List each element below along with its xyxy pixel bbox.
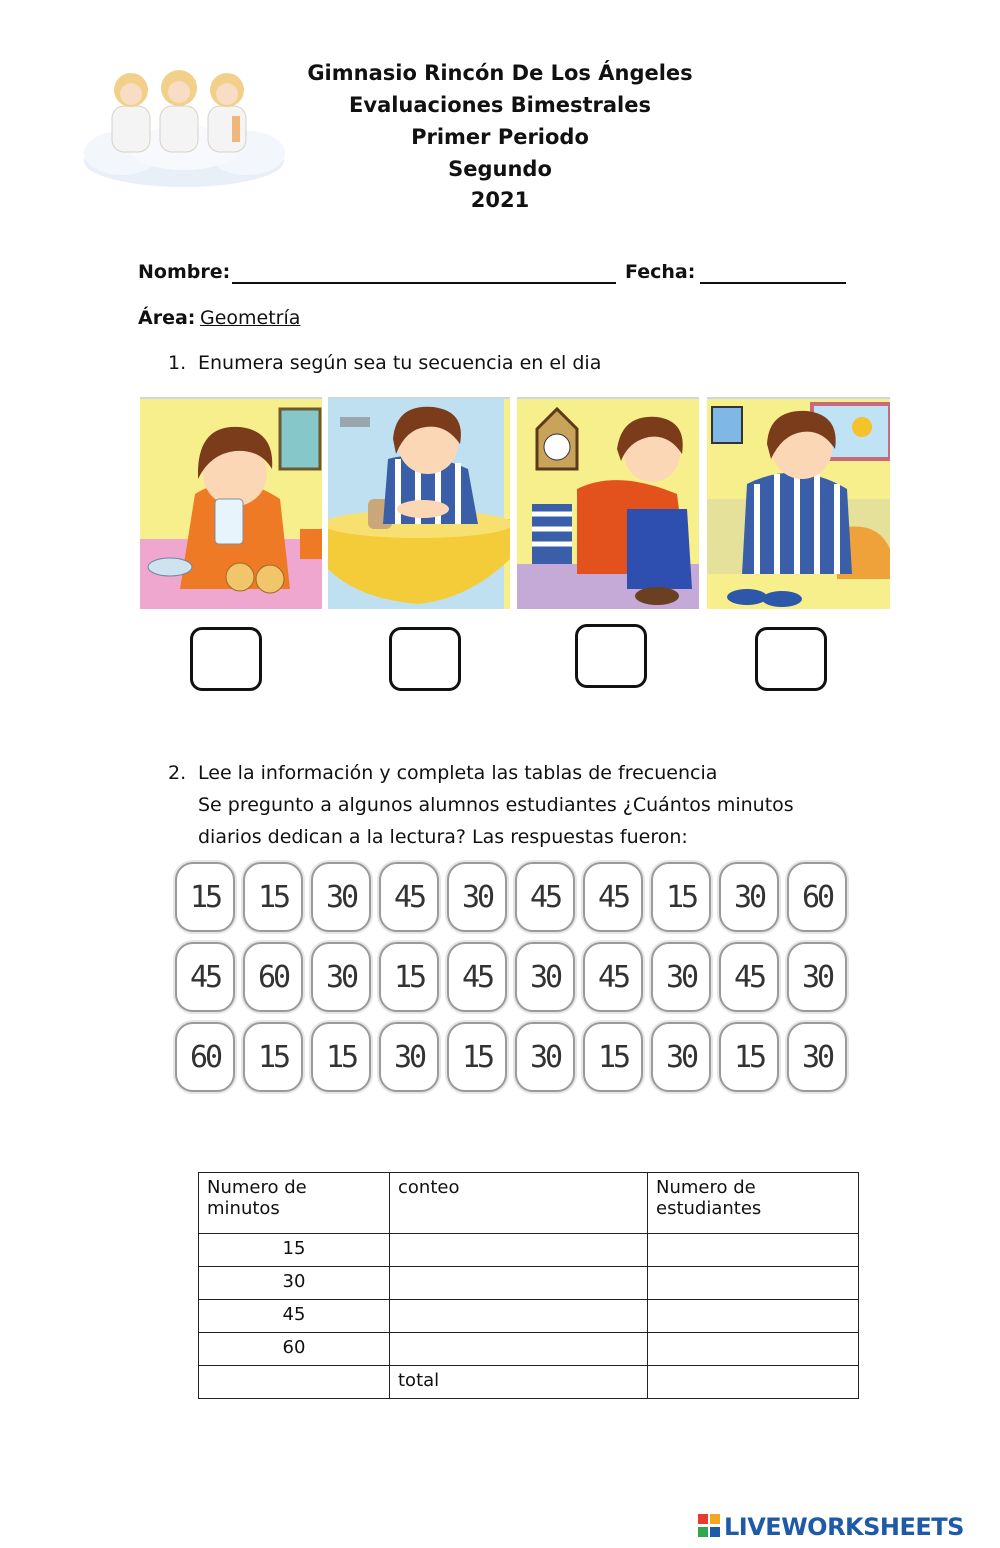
- total-students-cell[interactable]: [648, 1366, 859, 1399]
- count-cell[interactable]: [390, 1267, 648, 1300]
- response-value: 30: [311, 862, 371, 932]
- liveworksheets-logo: [698, 1512, 998, 1542]
- minutes-cell: 15: [199, 1234, 390, 1267]
- area-label: Área:: [138, 307, 196, 329]
- sequence-answer-box[interactable]: [389, 627, 461, 691]
- sequence-answer-box[interactable]: [575, 624, 647, 688]
- table-total-row: [199, 1366, 859, 1399]
- students-cell[interactable]: [648, 1300, 859, 1333]
- response-value: 30: [787, 942, 847, 1012]
- boy-washing-hands-image: [328, 397, 510, 609]
- liveworksheets-icon: [698, 1514, 722, 1540]
- count-cell[interactable]: [390, 1333, 648, 1366]
- response-value: 15: [379, 942, 439, 1012]
- response-value: 30: [379, 1022, 439, 1092]
- response-value: 45: [447, 942, 507, 1012]
- response-value: 45: [379, 862, 439, 932]
- table-row: [199, 1300, 859, 1333]
- q2-line-3: diarios dedican a la lectura? Las respuestas fueron:: [198, 826, 688, 848]
- table-row: [199, 1267, 859, 1300]
- brand-name: LIVEWORKSHEETS: [724, 1513, 964, 1541]
- area-value: Geometría: [200, 307, 301, 329]
- response-value: 15: [719, 1022, 779, 1092]
- students-cell[interactable]: [648, 1267, 859, 1300]
- sequence-answer-box[interactable]: [755, 627, 827, 691]
- header-count: conteo: [390, 1173, 648, 1234]
- boy-getting-dressed-image: [517, 397, 699, 609]
- exam-title: Evaluaciones Bimestrales: [349, 93, 651, 117]
- response-value: 60: [787, 862, 847, 932]
- response-value: 45: [583, 942, 643, 1012]
- name-field[interactable]: [232, 282, 616, 284]
- count-cell[interactable]: [390, 1234, 648, 1267]
- response-value: 15: [175, 862, 235, 932]
- q1-number: 1.: [168, 352, 187, 374]
- q2-number: 2.: [168, 762, 187, 784]
- response-value: 30: [787, 1022, 847, 1092]
- response-value: 15: [243, 862, 303, 932]
- response-value: 45: [515, 862, 575, 932]
- header-minutes: Numero de minutos: [199, 1173, 390, 1234]
- total-label: total: [390, 1366, 648, 1399]
- minutes-cell: 45: [199, 1300, 390, 1333]
- frequency-table: [198, 1172, 859, 1399]
- response-value: 15: [447, 1022, 507, 1092]
- response-value: 30: [719, 862, 779, 932]
- response-value: 45: [719, 942, 779, 1012]
- period-title: Primer Periodo: [411, 125, 589, 149]
- response-value: 15: [651, 862, 711, 932]
- q2-line-1: Lee la información y completa las tablas de frecuencia: [198, 762, 718, 784]
- response-value: 30: [515, 1022, 575, 1092]
- response-value: 30: [651, 942, 711, 1012]
- header-students: Numero de estudiantes: [648, 1173, 859, 1234]
- table-header-row: [199, 1173, 859, 1234]
- responses-grid: [175, 862, 843, 1094]
- response-value: 60: [175, 1022, 235, 1092]
- grade-title: Segundo: [448, 157, 552, 181]
- year-title: 2021: [470, 188, 530, 212]
- sequence-answer-box[interactable]: [190, 627, 262, 691]
- boy-waking-up-image: [707, 397, 890, 609]
- table-row: [199, 1234, 859, 1267]
- response-value: 60: [243, 942, 303, 1012]
- q1-text: Enumera según sea tu secuencia en el dia: [198, 352, 602, 374]
- empty-cell: [199, 1366, 390, 1399]
- response-value: 15: [243, 1022, 303, 1092]
- minutes-cell: 60: [199, 1333, 390, 1366]
- students-cell[interactable]: [648, 1234, 859, 1267]
- school-name: Gimnasio Rincón De Los Ángeles: [307, 61, 693, 85]
- boy-eating-breakfast-image: [140, 397, 322, 609]
- response-value: 30: [447, 862, 507, 932]
- response-value: 45: [583, 862, 643, 932]
- date-field[interactable]: [700, 282, 846, 284]
- table-row: [199, 1333, 859, 1366]
- minutes-cell: 30: [199, 1267, 390, 1300]
- response-value: 15: [583, 1022, 643, 1092]
- students-cell[interactable]: [648, 1333, 859, 1366]
- response-value: 30: [515, 942, 575, 1012]
- response-value: 30: [311, 942, 371, 1012]
- q2-line-2: Se pregunto a algunos alumnos estudiantes ¿Cuántos minutos: [198, 794, 794, 816]
- count-cell[interactable]: [390, 1300, 648, 1333]
- response-value: 45: [175, 942, 235, 1012]
- response-value: 30: [651, 1022, 711, 1092]
- response-value: 15: [311, 1022, 371, 1092]
- date-label: Fecha:: [625, 261, 696, 283]
- name-label: Nombre:: [138, 261, 231, 283]
